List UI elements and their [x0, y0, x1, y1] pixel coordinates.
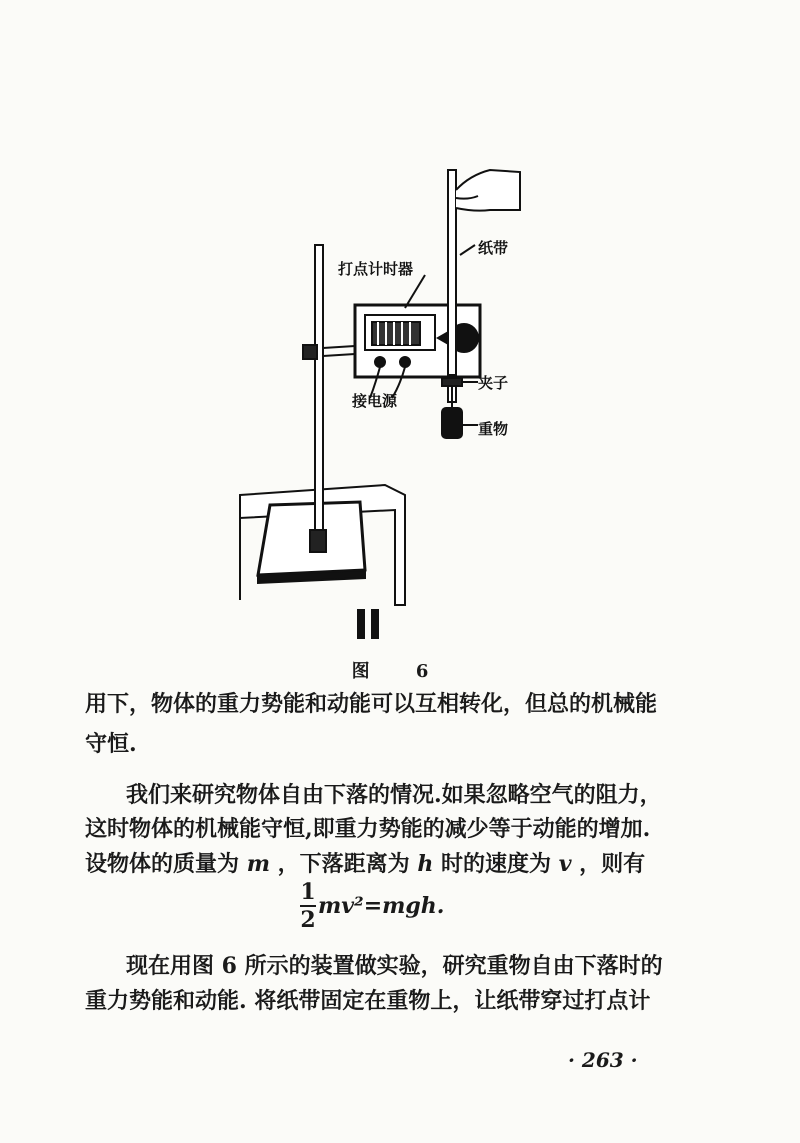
paragraph-line-3: 我们来研究物体自由下落的情况.如果忽略空气的阻力，	[126, 782, 662, 808]
paragraph-line-4: 这时物体的机械能守恒,即重力势能的减少等于动能的增加.	[85, 816, 651, 842]
falling-weight	[442, 408, 462, 438]
paragraph-line-2: 守恒.	[85, 731, 137, 757]
fraction-denominator: 2	[300, 907, 316, 934]
tape-clip	[442, 378, 462, 386]
terminal-2	[400, 357, 410, 367]
label-clip: 夹子	[478, 374, 509, 392]
fraction-numerator: 1	[300, 879, 316, 905]
var-m: m	[246, 851, 270, 877]
paragraph-line-6: 现在用图 6 所示的装置做实验，研究重物自由下落时的	[126, 953, 663, 979]
figure-caption: 图 6	[351, 661, 449, 682]
fraction-half	[300, 880, 316, 932]
var-v: v	[558, 851, 572, 877]
apparatus-illustration	[220, 150, 600, 650]
paragraph-line-7: 重力势能和动能. 将纸带固定在重物上，让纸带穿过打点计	[85, 988, 651, 1014]
label-power: 接电源	[352, 392, 398, 410]
var-h: h	[417, 851, 434, 877]
line5-part-c: 时的速度为	[441, 851, 552, 877]
label-tape: 纸带	[478, 239, 509, 257]
stand-rod	[315, 245, 323, 545]
paragraph-line-5	[85, 853, 645, 875]
label-weight: 重物	[478, 420, 509, 438]
page-number: · 263 ·	[568, 1048, 638, 1072]
line5-part-b: ，下落距离为	[277, 851, 410, 877]
energy-formula	[300, 880, 444, 932]
formula-expression: mv²=mgh.	[318, 893, 445, 920]
line5-part-d: ，则有	[579, 851, 646, 877]
paper-tape	[448, 170, 456, 375]
paragraph-line-1: 用下，物体的重力势能和动能可以互相转化，但总的机械能	[85, 691, 658, 717]
line5-part-a: 设物体的质量为	[85, 851, 240, 877]
rod-clamp	[303, 345, 317, 359]
terminal-1	[375, 357, 385, 367]
hand	[456, 170, 520, 211]
apparatus-figure	[220, 150, 600, 650]
rod-foot	[310, 530, 326, 552]
label-timer: 打点计时器	[338, 260, 414, 278]
table-leg	[358, 610, 364, 638]
